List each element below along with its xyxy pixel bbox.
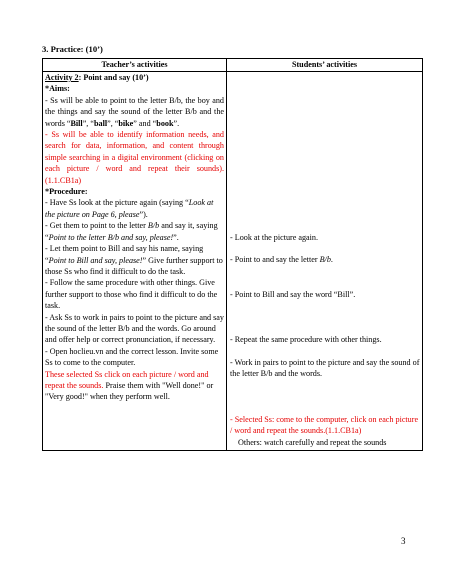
- student-step-6-others: Others: watch carefully and repeat the sounds: [238, 437, 387, 447]
- aims-text-part: ”, “: [107, 118, 119, 128]
- aims-text-part: ” and “: [133, 118, 157, 128]
- word-bill: Bill: [70, 118, 83, 128]
- student-step-5: - Work in pairs to point to the picture and say the sound of the letter B/b and the words.: [230, 357, 420, 379]
- step-text: - Get them to point to the letter: [45, 221, 148, 231]
- student-step-1: - Look at the picture again.: [230, 232, 318, 242]
- step-text: ”.: [173, 232, 179, 242]
- procedure-step-1: [45, 197, 224, 220]
- procedure-label: *Procedure:: [45, 187, 88, 197]
- digital-competence-aim: - Ss will be able to identify information needs, and search for data, information, and content through simple searching in a digital environment (clicking on each picture / word and repeat their sounds). (1.1.CB1a): [45, 130, 224, 185]
- aims-label: *Aims:: [45, 84, 70, 94]
- spacer: [230, 380, 420, 414]
- student-step-3: - Point to Bill and say the word “Bill”.: [230, 289, 356, 299]
- step-quote: Look at the picture on Page 6, please: [45, 198, 214, 219]
- step-text: ”).: [139, 209, 148, 219]
- student-step-2: [230, 254, 420, 265]
- activity-name: : Point and say (10’): [78, 73, 149, 82]
- teacher-column-header: Teacher’s activities: [43, 59, 227, 72]
- spacer: [230, 300, 420, 334]
- aims-text-part: ”, “: [82, 118, 94, 128]
- student-step-6: - Selected Ss: come to the computer, click on each picture / word and repeat the sounds.(1.1.CB1a): [230, 414, 419, 436]
- teacher-activities-cell: [43, 72, 227, 451]
- word-ball: ball: [93, 118, 108, 128]
- student-text: .: [330, 255, 333, 265]
- word-bike: bike: [118, 118, 134, 128]
- students-activities-cell: [227, 72, 423, 451]
- step-text: and say it, saying “: [45, 221, 218, 242]
- spacer: [230, 346, 420, 357]
- table-row: [43, 72, 423, 451]
- procedure-step-4: - Follow the same procedure with other things. Give further support to those who find it difficult to do the task.: [45, 278, 218, 311]
- step-text: ” Give further support to those Ss who find it difficult to do the task.: [45, 255, 223, 276]
- step-digital-text: These selected Ss click on each picture / word and repeat the sounds.: [45, 369, 209, 390]
- procedure-step-5: - Ask Ss to work in pairs to point to the picture and say the sound of the letter B/b and the words. Go around and offer help or correct pronunciation, if necessary.: [45, 312, 224, 345]
- spacer: [230, 266, 420, 289]
- step-quote: Point to the letter B/b and say, please!: [48, 232, 174, 242]
- lesson-table: [42, 58, 423, 451]
- procedure-step-6: [45, 346, 224, 403]
- student-letter: B/b: [319, 255, 331, 265]
- aims-text: [45, 95, 224, 129]
- activity-title: [45, 72, 224, 83]
- aims-text-part: ”.: [173, 118, 180, 128]
- word-book: book: [156, 118, 174, 128]
- section-heading: 3. Practice: (10’): [42, 44, 103, 54]
- step-quote: Point to Bill and say, please!: [48, 255, 143, 265]
- step-text: - Let them point to Bill and say his name, saying “: [45, 244, 204, 265]
- step-text: Praise them with "Well done!" or "Very good!" when they perform well.: [45, 380, 214, 402]
- procedure-step-2: [45, 220, 224, 243]
- spacer: [230, 243, 420, 254]
- step-text: - Have Ss look at the picture again (saying “: [45, 198, 189, 208]
- activity-label: Activity 2: [45, 73, 79, 82]
- aims-text-part: - Ss will be able to point to the letter B/b, the boy and the things and say the sound of the letter B/b and the words “: [45, 95, 224, 128]
- table-header-row: [43, 59, 423, 72]
- student-step-4: - Repeat the same procedure with other things.: [230, 335, 382, 345]
- students-column-header: Students’ activities: [227, 59, 423, 72]
- procedure-step-3: [45, 243, 224, 277]
- step-letter: B/b: [147, 221, 160, 231]
- step-text: - Open hoclieu.vn and the correct lesson. Invite some Ss to come to the computer.: [45, 346, 219, 368]
- student-text: - Point to and say the letter: [230, 255, 320, 265]
- spacer: [230, 72, 420, 232]
- page-number: 3: [401, 536, 406, 546]
